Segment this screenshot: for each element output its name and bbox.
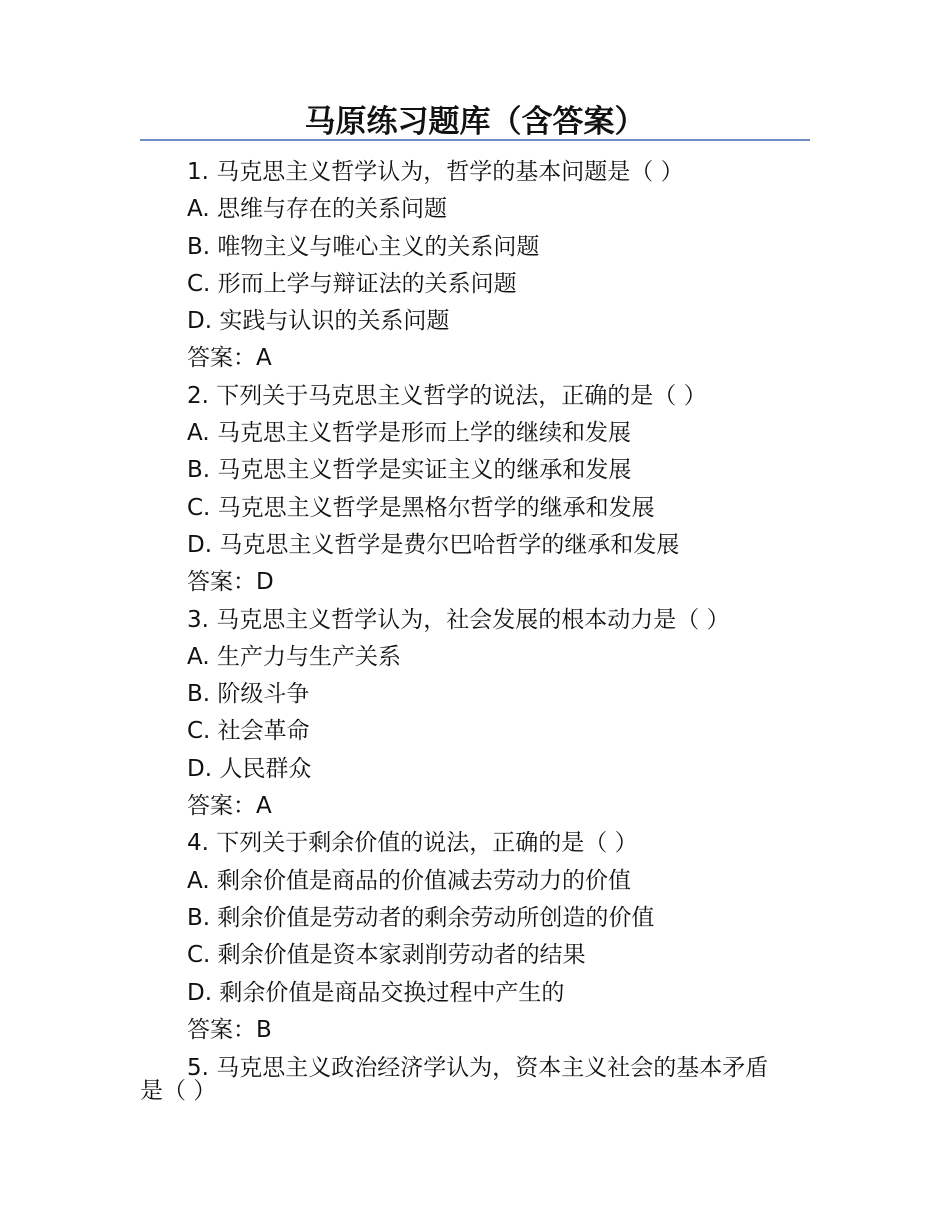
- option-a: A. 剩余价值是商品的价值减去劳动力的价值: [187, 867, 631, 894]
- answer-line: 答案：D: [187, 569, 274, 596]
- question-stem: 2. 下列关于马克思主义哲学的说法，正确的是（ ）: [187, 382, 707, 409]
- option-a: A. 生产力与生产关系: [187, 643, 401, 670]
- question-block: [140, 602, 810, 826]
- question-block: [140, 154, 810, 378]
- option-d: D. 剩余价值是商品交换过程中产生的: [187, 979, 565, 1006]
- option-b: B. 马克思主义哲学是实证主义的继承和发展: [187, 457, 632, 484]
- answer-line: 答案：A: [187, 793, 272, 820]
- option-c: C. 社会革命: [187, 718, 310, 745]
- document-title: 马原练习题库（含答案）: [304, 104, 646, 140]
- option-d: D. 人民群众: [187, 755, 312, 782]
- answer-line: 答案：A: [187, 345, 272, 372]
- option-d: D. 马克思主义哲学是费尔巴哈哲学的继承和发展: [187, 531, 680, 558]
- option-c: C. 形而上学与辩证法的关系问题: [187, 270, 517, 297]
- question-stem: 1. 马克思主义哲学认为，哲学的基本问题是（ ）: [187, 159, 684, 185]
- title-underline: [140, 139, 810, 141]
- option-b: B. 唯物主义与唯心主义的关系问题: [187, 233, 540, 260]
- question-list: [140, 154, 810, 1103]
- answer-line: 答案：B: [187, 1016, 272, 1043]
- question-block: [140, 378, 810, 602]
- option-c: C. 马克思主义哲学是黑格尔哲学的继承和发展: [187, 494, 655, 521]
- question-stem-line1: 5. 马克思主义政治经济学认为，资本主义社会的基本矛盾: [187, 1055, 769, 1082]
- option-c: C. 剩余价值是资本家剥削劳动者的结果: [187, 942, 586, 969]
- option-b: B. 剩余价值是劳动者的剩余劳动所创造的价值: [187, 904, 655, 931]
- option-d: D. 实践与认识的关系问题: [187, 308, 450, 335]
- question-stem-wrapped: [140, 1057, 810, 1103]
- question-stem-line2: 是（ ）: [140, 1078, 217, 1105]
- option-a: A. 马克思主义哲学是形而上学的继续和发展: [187, 420, 631, 447]
- question-stem: 3. 马克思主义哲学认为，社会发展的根本动力是（ ）: [187, 606, 730, 633]
- question-block: [140, 825, 810, 1049]
- question-stem: 4. 下列关于剩余价值的说法，正确的是（ ）: [187, 830, 638, 857]
- option-b: B. 阶级斗争: [187, 681, 310, 708]
- option-a: A. 思维与存在的关系问题: [187, 196, 447, 223]
